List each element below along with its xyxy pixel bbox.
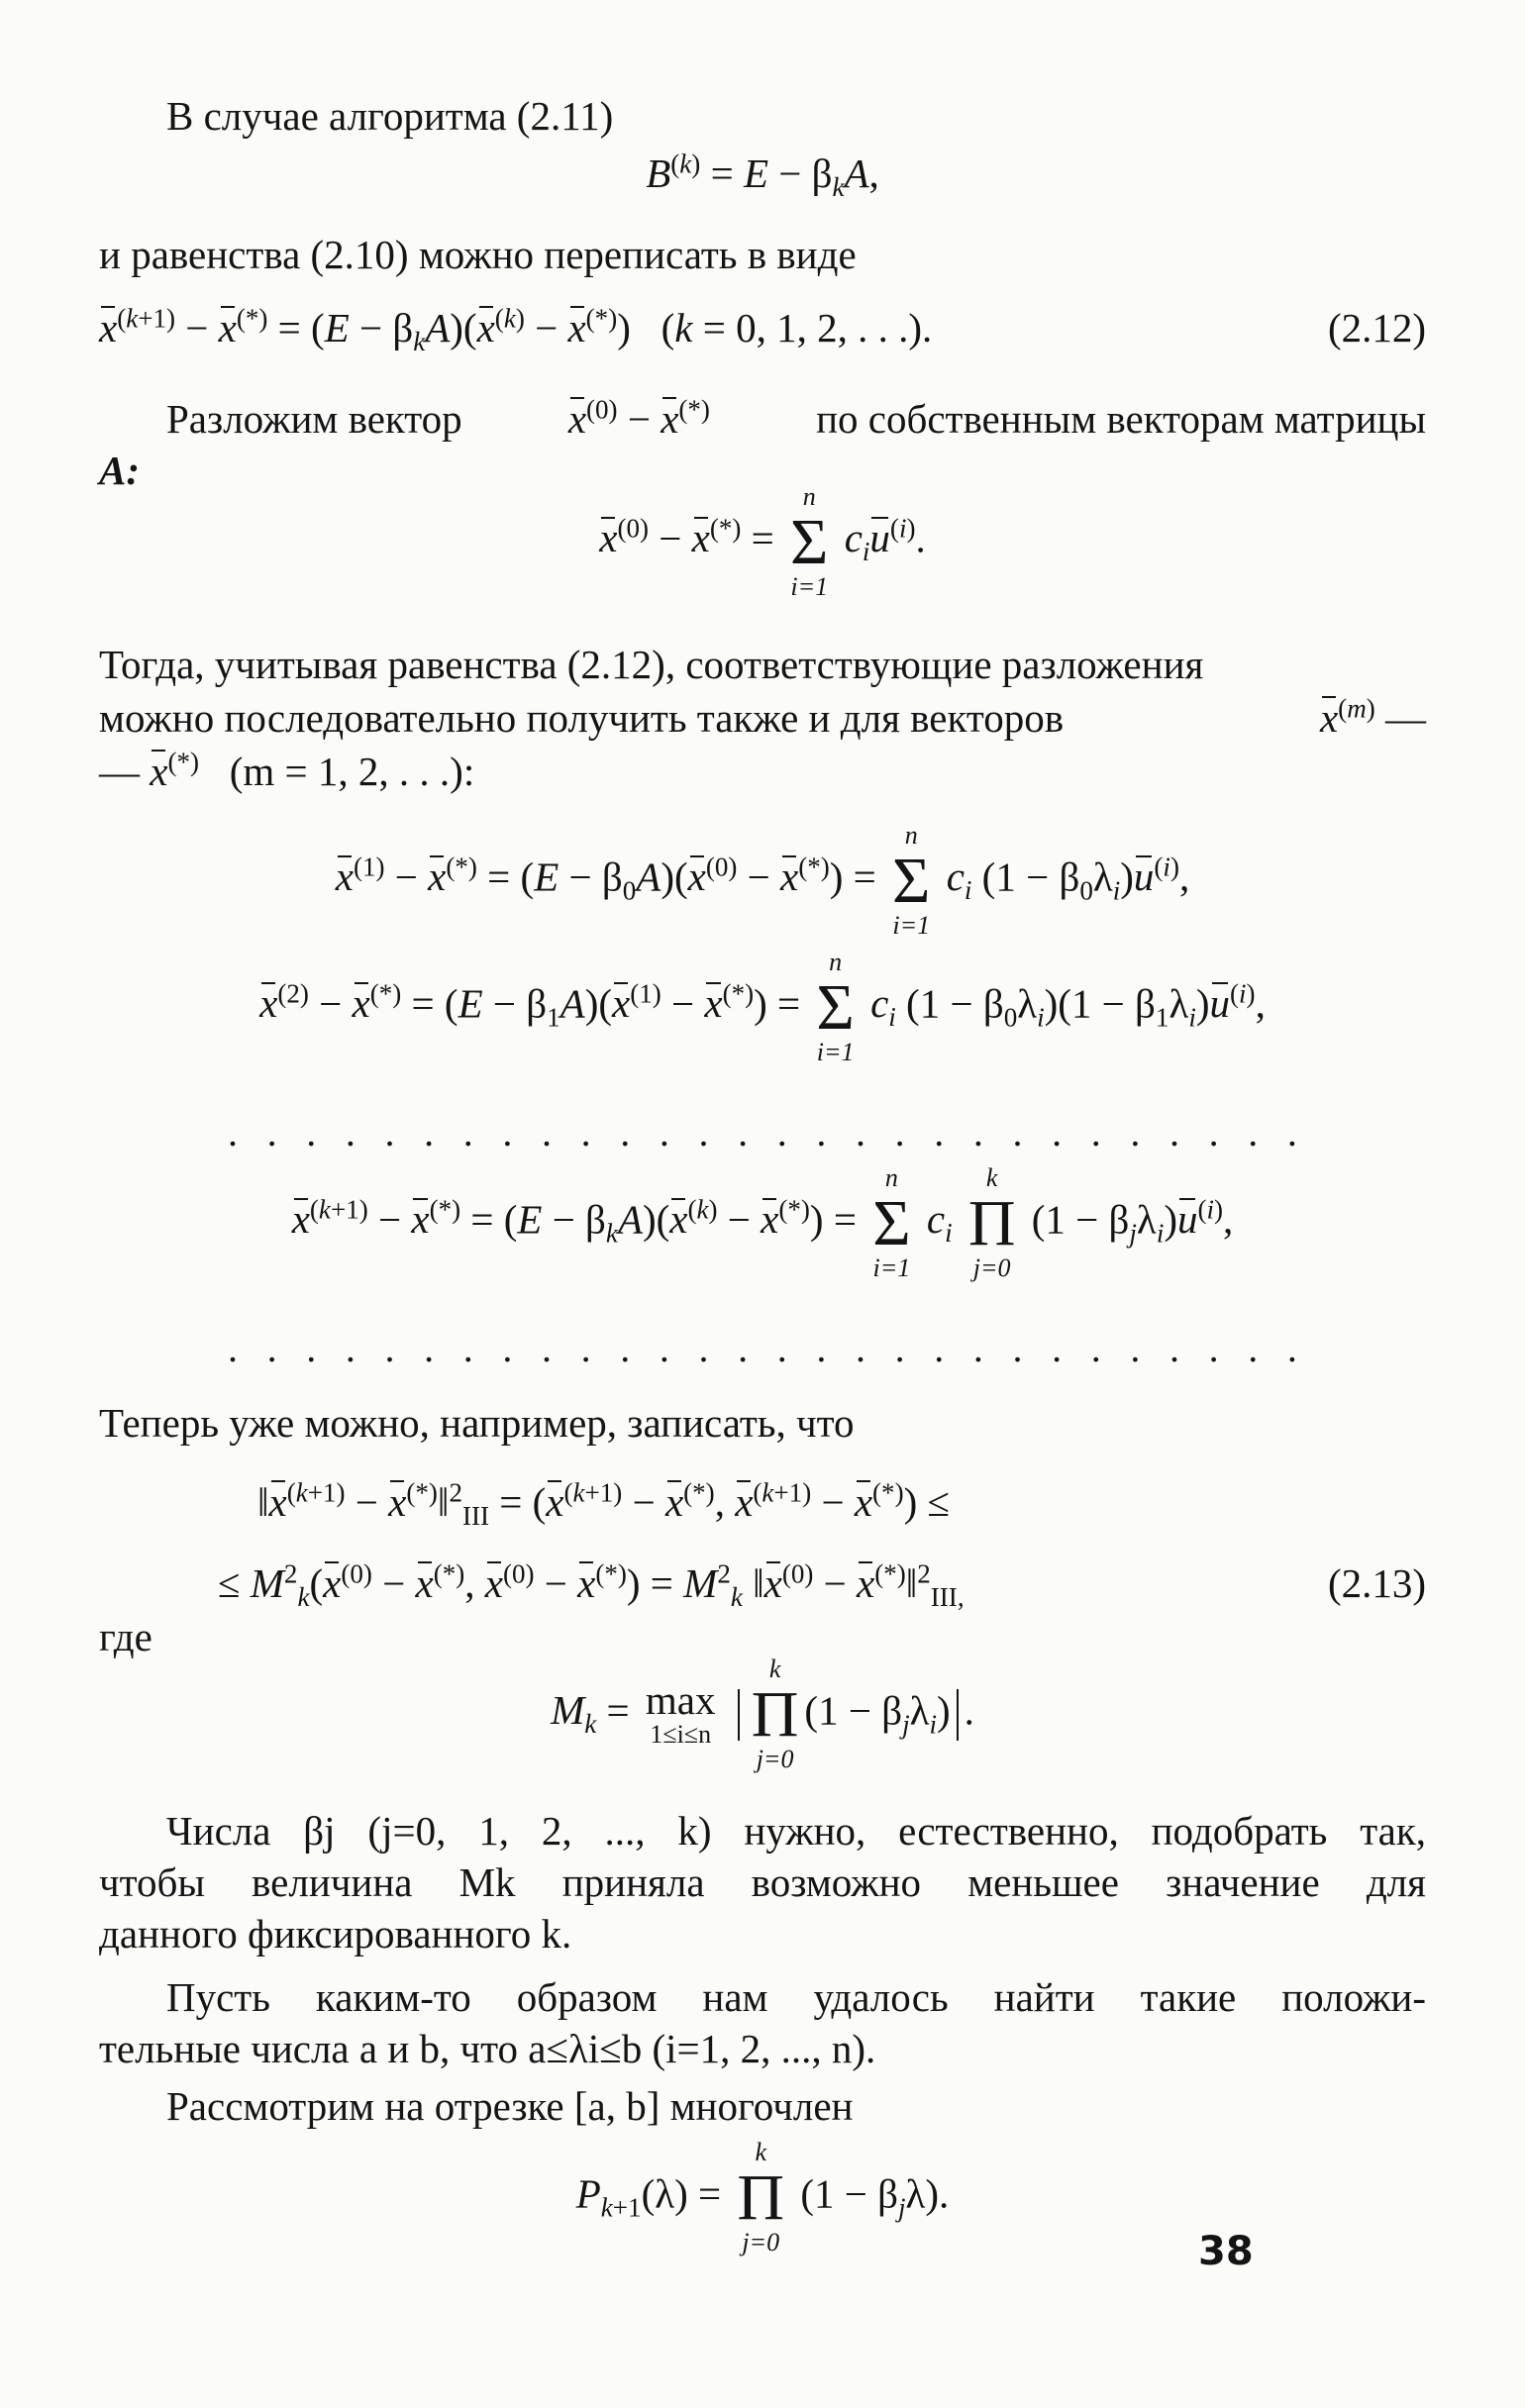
paragraph-now: Теперь уже можно, например, записать, что	[99, 1400, 855, 1446]
text-fragment: (m = 1, 2, . . .):	[229, 749, 475, 794]
equation-number: (2.13)	[1327, 1560, 1426, 1606]
paragraph-suppose-b: тельные числа a и b, что a≤λi≤b (i=1, 2, ..., n).	[99, 2026, 876, 2071]
page-number: 38	[1198, 2229, 1254, 2274]
paragraph-consider: Рассмотрим на отрезке [a, b] многочлен	[166, 2083, 854, 2129]
paragraph-beta-c: данного фиксированного k.	[99, 1911, 572, 1956]
equation-step-k: $x^{(k+1)} - x^{(*)} = (E - \beta_kA)(x^{(k)} - x^{(*)})$ = n Σ i=1 $c_i$ k Π j=0 $(1 - \beta_j\lambda_i)u^{(i)}$,	[291, 1163, 1234, 1283]
equation-step-2: $x^{(2)} - x^{(*)} = (E - \beta_1A)(x^{(1)} - x^{(*)})$ = n Σ i=1 $c_i$ $(1 - \beta_0\lambda_i)(1 - \beta_1\lambda_i)u^{(i)}$,	[259, 948, 1266, 1067]
max-operator: max	[645, 1677, 716, 1724]
ellipsis-row: . . . . . . . . . . . . . . . . . . . . . . . . . . . .	[228, 1326, 1297, 1370]
paragraph-decompose: Разложим вектор $x^{(0)} - x^{(*)}$ по собственным векторам матрицы	[99, 394, 1426, 444]
equation-2-13-line1: $‖x^{(k+1)}$ − x(*)‖$^2_{III}$ = ($x^{(k+1)} - x^{(*)}$, $x^{(k+1)} - x^{(*)}$) ≤	[257, 1477, 950, 1532]
paragraph-where: где	[99, 1614, 152, 1659]
paragraph-beta-a: Числа βj (j=0, 1, 2, ..., k) нужно, естественно, подобрать так,	[166, 1808, 1426, 1854]
norm-subscript: III,	[930, 1582, 965, 1613]
equation-2-12: $x^{(k+1)} - x^{(*)} = (E - \beta_kA)(x^{(k)} - x^{(*)}) (k = 0$, 1, 2, . . .). (2.12)	[99, 303, 1426, 357]
ellipsis-row: . . . . . . . . . . . . . . . . . . . . . . . . . . . .	[228, 1110, 1297, 1154]
text-fragment: Разложим вектор	[166, 396, 462, 442]
text-fragment: можно последовательно получить также и для векторов	[99, 695, 1065, 741]
text-fragment: по собственным векторам матрицы	[816, 396, 1426, 442]
paragraph-beta-b: чтобы величина Mk приняла возможно меньшее значение для	[99, 1859, 1426, 1905]
max-range: 1≤i≤n	[650, 1720, 712, 1750]
paragraph-then-b: можно последовательно получить также и для векторов $x^{(m)}$ —	[99, 693, 1426, 743]
paragraph-rewrite: и равенства (2.10) можно переписать в виде	[99, 232, 857, 277]
paragraph-suppose-a: Пусть каким-то образом нам удалось найти такие положи-	[166, 1974, 1426, 2020]
equation-b-matrix: $B^{(k)} = E - \beta_kA$,	[646, 149, 879, 203]
equation-expansion: $x^{(0)} - x^{(*)}$ = n Σ i=1 $c_iu^{(i)}$.	[599, 482, 926, 602]
equation-2-13-line2: ≤ $M^2_k(x^{(0)} - x^{(*)}$, $x^{(0)} - x^{(*)}) = M^2_k$ $‖x^{(0)}$ − x(*)‖$^2_{III,}$ (2.13)	[218, 1558, 1426, 1613]
paragraph-then-c: — x(*) (m = 1, 2, . . .):	[99, 747, 474, 796]
paragraph-then-a: Тогда, учитывая равенства (2.12), соответствующие разложения	[99, 642, 1204, 687]
equation-step-1: $x^{(1)} - x^{(*)} = (E - \beta_0A)(x^{(0)} - x^{(*)})$ = n Σ i=1 $c_i$ $(1 - \beta_0\lambda_i)u^{(i)}$,	[335, 821, 1190, 941]
paragraph-intro: В случае алгоритма (2.11)	[166, 93, 614, 139]
equation-mk: $M_k$ = max 1≤i≤n k Π j=0 $(1 - \beta_j\lambda_i)$ .	[551, 1655, 974, 1774]
equation-number: (2.12)	[1327, 305, 1426, 351]
matrix-a-label: A:	[99, 448, 140, 493]
equation-polynomial: $P_{k+1}(\lambda)$ = k Π j=0 $(1 - \beta_j\lambda)$.	[575, 2138, 950, 2258]
